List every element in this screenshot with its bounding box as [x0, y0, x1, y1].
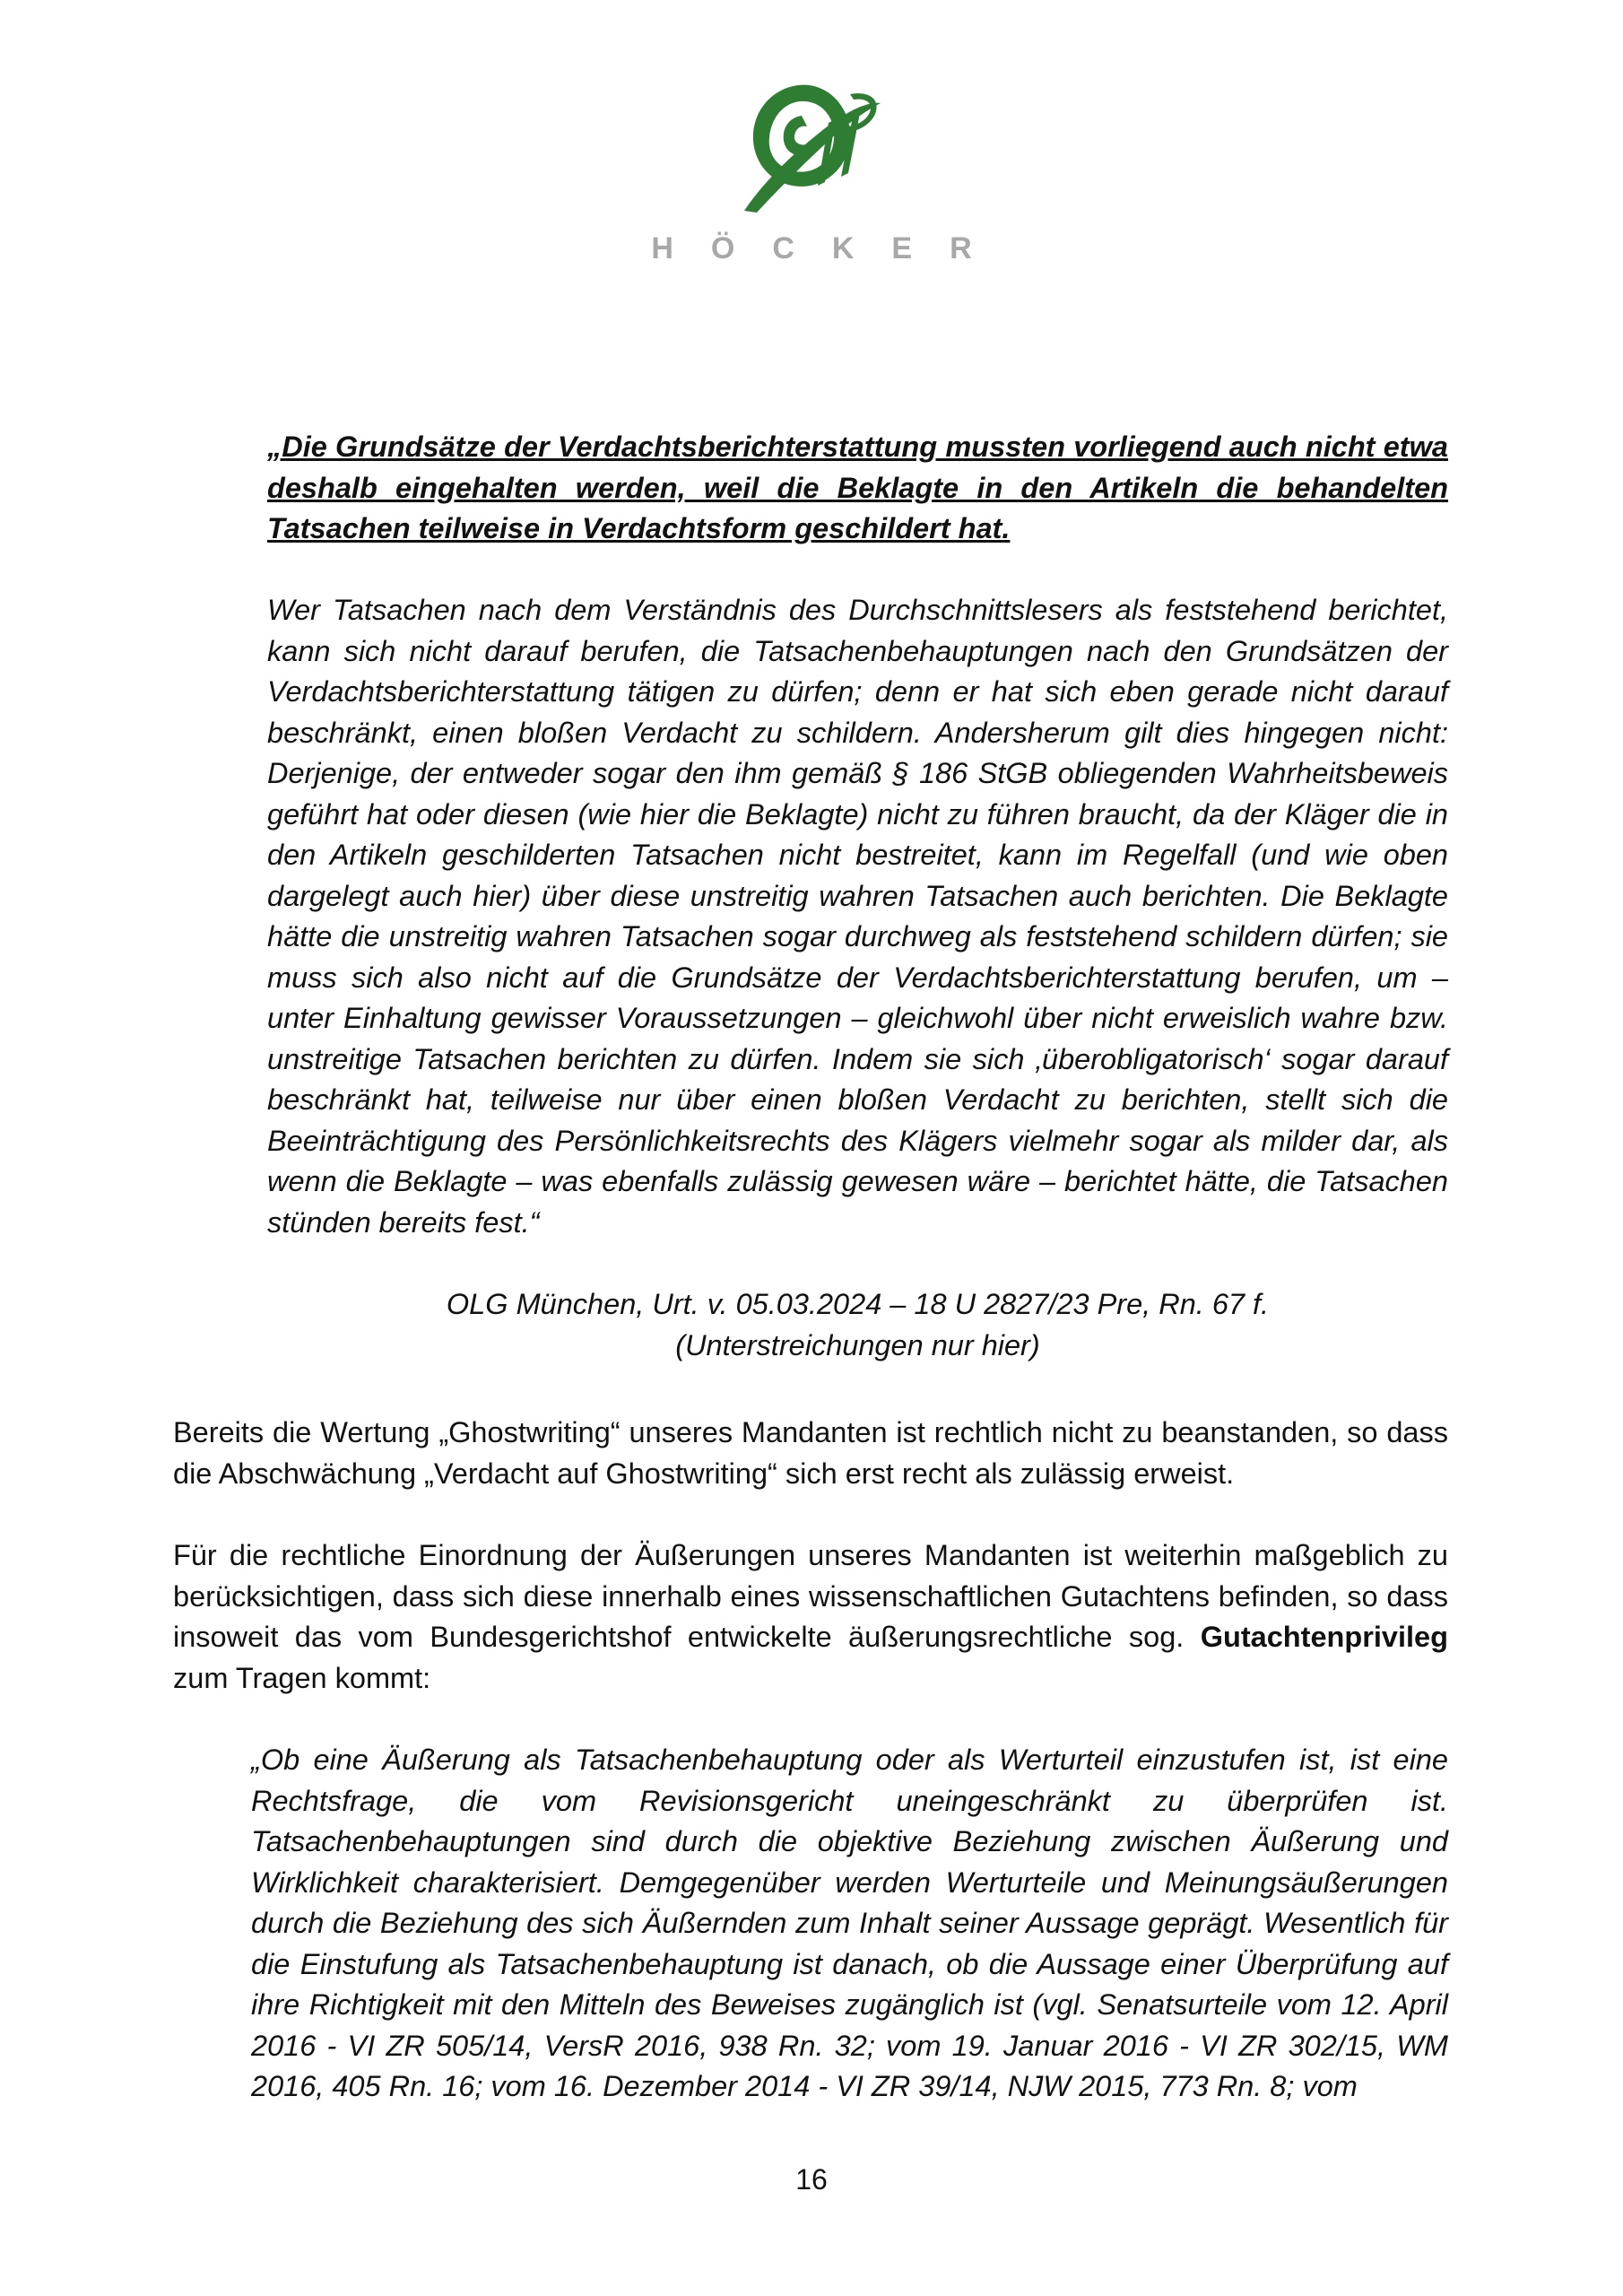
quote-heading: „Die Grundsätze der Verdachtsberichterstattung mussten vorliegend auch nicht etwa deshalb eingehalten werden, weil die Beklagte in den Artikeln die behandelten Tatsachen teilweise in Verdachtsform geschildert hat. [267, 430, 1448, 544]
quote-body: Wer Tatsachen nach dem Verständnis des Durchschnittslesers als feststehend berichtet, kann sich nicht darauf berufen, die Tatsachenbehauptungen nach den Grundsätzen der Verdachtsberichterstattung tätigen zu dürfen; denn er hat sich eben gerade nicht darauf beschränkt, einen bloßen Verdacht zu schildern. Andersherum gilt dies hingegen nicht: Derjenige, der entweder sogar den ihm gemäß § 186 StGB obliegenden Wahrheitsbeweis geführt hat oder diesen (wie hier die Beklagte) nicht zu führen braucht, da der Kläger die in den Artikeln geschilderten Tatsachen nicht bestreitet, kann im Regelfall (und wie oben dargelegt auch hier) über diese unstreitig wahren Tatsachen auch berichten. Die Beklagte hätte die unstreitig wahren Tatsachen sogar durchweg als feststehend schildern dürfen; sie muss sich also nicht auf die Grundsätze der Verdachtsberichterstattung berufen, um – unter Einhaltung gewisser Voraussetzungen – gleichwohl über nicht erweislich wahre bzw. unstreitige Tatsachen berichten zu dürfen. Indem sie sich ‚überobligatorisch‘ sogar darauf beschränkt hat, teilweise nur über einen bloßen Verdacht zu berichten, stellt sich die Beeinträchtigung des Persönlichkeitsrechts des Klägers vielmehr sogar als milder dar, als wenn die Beklagte – was ebenfalls zulässig gewesen wäre – berichtet hätte, die Tatsachen stünden bereits fest.“ [267, 594, 1448, 1239]
paragraph-text-after: zum Tragen kommt: [173, 1661, 431, 1694]
paragraph-ghostwriting: Bereits die Wertung „Ghostwriting“ unseres Mandanten ist rechtlich nicht zu beanstanden, so dass die Abschwächung „Verdacht auf Ghostwriting“ sich erst recht als zulässig erweist. [173, 1416, 1448, 1490]
citation-source: OLG München, Urt. v. 05.03.2024 – 18 U 2827/23 Pre, Rn. 67 f. [446, 1288, 1270, 1320]
page-number: 16 [795, 2163, 828, 2196]
citation-note: (Unterstreichungen nur hier) [675, 1328, 1040, 1361]
quote-bgh: „Ob eine Äußerung als Tatsachenbehauptung oder als Werturteil einzustufen ist, ist eine Rechtsfrage, die vom Revisionsgericht uneingeschränkt zu überprüfen ist. Tatsachenbehauptungen sind durch die objektive Beziehung zwischen Äußerung und Wirklichkeit charakterisiert. Demgegenüber werden Werturteile und Meinungsäußerungen durch die Beziehung des sich Äußernden zum Inhalt seiner Aussage geprägt. Wesentlich für die Einstufung als Tatsachenbehauptung ist danach, ob die Aussage einer Überprüfung auf ihre Richtigkeit mit den Mitteln des Beweises zugänglich ist (vgl. Senatsurteile vom 12. April 2016 - VI ZR 505/14, VersR 2016, 938 Rn. 32; vom 19. Januar 2016 - VI ZR 302/15, WM 2016, 405 Rn. 16; vom 16. Dezember 2014 - VI ZR 39/14, NJW 2015, 773 Rn. 8; vom [251, 1744, 1448, 2102]
firm-name: HÖCKER [651, 231, 1010, 265]
paragraph-text-before: Für die rechtliche Einordnung der Äußerungen unseres Mandanten ist weiterhin maßgeblich zu berücksichtigen, dass sich diese innerhalb eines wissenschaftlichen Gutachtens befinden, so dass insoweit das vom Bundesgerichtshof entwickelte äußerungsrechtliche sog. [173, 1539, 1448, 1653]
citation [267, 1284, 1448, 1366]
hoecker-logo-icon [735, 76, 888, 220]
paragraph-gutachtenprivileg [173, 1535, 1448, 1699]
bold-term: Gutachtenprivileg [1200, 1621, 1448, 1653]
